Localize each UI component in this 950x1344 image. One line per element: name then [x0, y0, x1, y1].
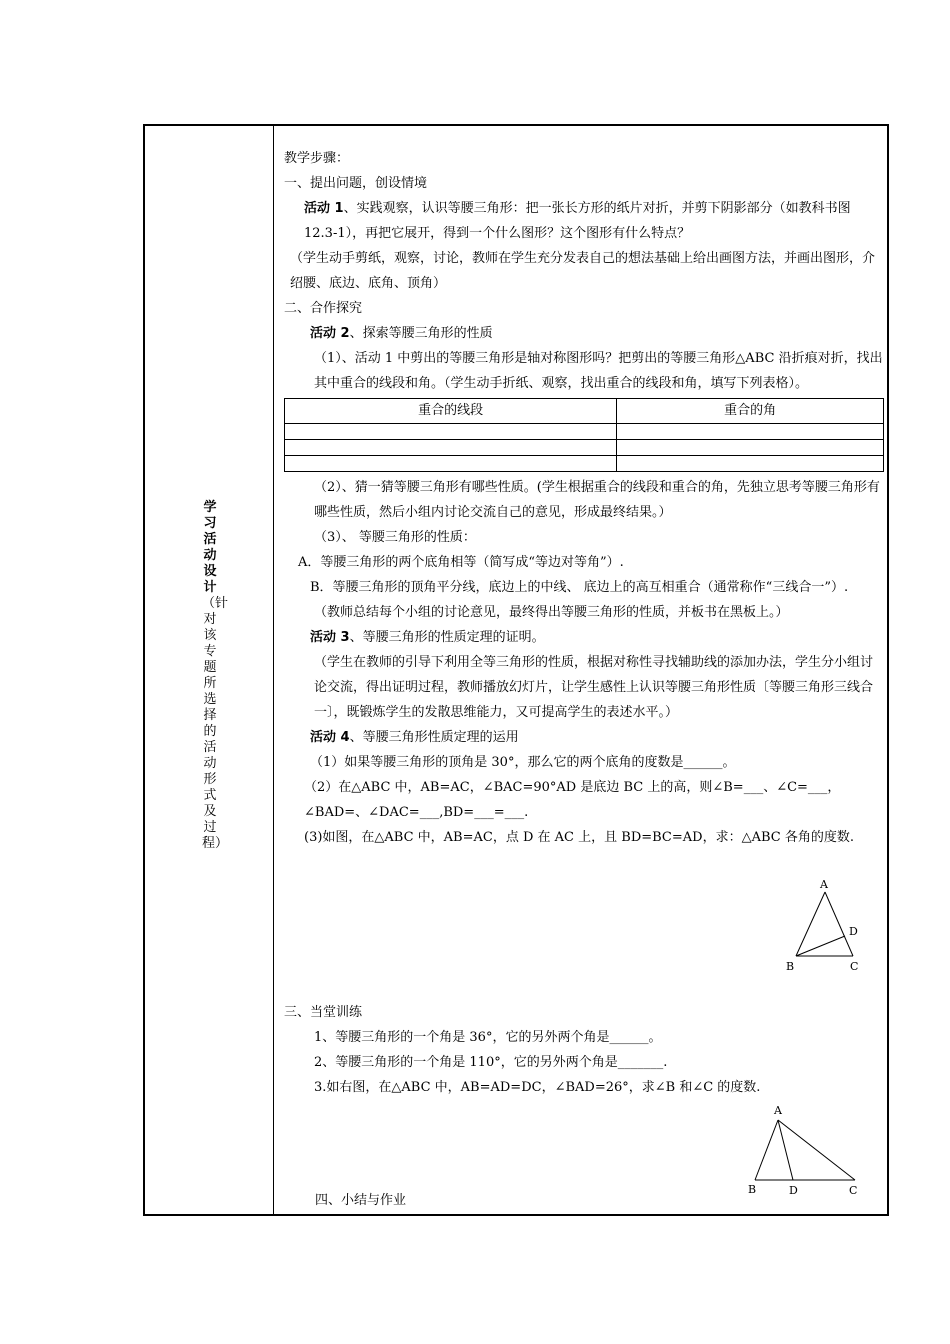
activity-2 — [284, 321, 884, 346]
fig1-label-d: D — [849, 925, 858, 938]
activity-3-note: （学生在教师的引导下利用全等三角形的性质，根据对称性寻找辅助线的添加办法，学生分小组讨论交流，得出证明过程，教师播放幻灯片，让学生感性上认识等腰三角形性质〔等腰三角形三线合一〕，既锻炼学生的发散思维能力，又可提高学生的表述水平。） — [314, 655, 874, 720]
section-1-title: 一、提出问题，创设情境 — [284, 176, 428, 191]
fig1-label-a: A — [820, 878, 828, 891]
activity-4-q1: （1）如果等腰三角形的顶角是 30°，那么它的两个底角的度数是______。 — [310, 755, 736, 770]
fig2-label-b: B — [748, 1183, 757, 1196]
activity-2-p1: （1）、活动 1 中剪出的等腰三角形是轴对称图形吗？把剪出的等腰三角形△ABC 沿折痕对折，找出其中重合的线段和角。（学生动手折纸、观察，找出重合的线段和角，填写下列表格）。 — [314, 351, 883, 391]
triangle-figure-1 — [782, 878, 862, 978]
overlap-table-cell[interactable] — [617, 424, 884, 440]
overlap-table-cell[interactable] — [285, 440, 617, 456]
training-2: 2、等腰三角形的一个角是 110°，它的另外两个角是_______. — [314, 1055, 668, 1070]
section-4-title: 四、小结与作业 — [315, 1193, 407, 1208]
side-label-normal: （针对该专题所选择的活动形式及过程） — [202, 596, 229, 851]
steps-title: 教学步骤： — [284, 151, 350, 166]
overlap-table-cell[interactable] — [285, 424, 617, 440]
activity-2-note: （教师总结每个小组的讨论意见，最终得出等腰三角形的性质，并板书在黑板上。） — [314, 605, 789, 620]
fig2-label-a: A — [774, 1104, 782, 1117]
fig1-label-b: B — [786, 960, 795, 973]
training-1: 1、等腰三角形的一个角是 36°，它的另外两个角是______。 — [314, 1030, 662, 1045]
activity-1 — [284, 196, 884, 246]
fig2-segment-ad — [778, 1120, 793, 1180]
activity-4 — [284, 725, 884, 750]
property-b: B．等腰三角形的顶角平分线，底边上的中线、 底边上的高互相重合（通常称作“三线合一”）. — [310, 580, 849, 595]
side-label-cell — [145, 126, 274, 1214]
training-3: 3.如右图，在△ABC 中，AB=AD=DC，∠BAD=26°，求∠B 和∠C 的度数. — [314, 1080, 761, 1095]
overlap-table-cell[interactable] — [617, 456, 884, 472]
activity-4-q2: （2）在△ABC 中，AB=AC，∠BAC=90°AD 是底边 BC 上的高，则∠B=___、∠C=___，∠BAD=、∠DAC=___,BD=___=___. — [304, 780, 841, 820]
section-2-title: 二、合作探究 — [284, 301, 363, 316]
section-3-title: 三、当堂训练 — [284, 1005, 363, 1020]
activity-1-text: 、实践观察，认识等腰三角形：把一张长方形的纸片对折，并剪下阴影部分（如教科书图 12.3-1），再把它展开，得到一个什么图形？这个图形有什么特点？ — [304, 201, 851, 241]
property-a: A．等腰三角形的两个底角相等（简写成“等边对等角”）. — [298, 555, 624, 570]
fig2-label-d: D — [789, 1184, 798, 1197]
lesson-table — [143, 124, 889, 1216]
triangle-figure-2 — [743, 1102, 868, 1202]
fig1-label-c: C — [850, 960, 859, 973]
activity-2-p3: （3）、 等腰三角形的性质： — [314, 530, 476, 545]
side-label-bold: 学习活动设计 — [203, 500, 217, 595]
activity-4-q3: (3)如图，在△ABC 中，AB=AC，点 D 在 AC 上，且 BD=BC=AD，求：△ABC 各角的度数. — [304, 830, 854, 845]
fig2-side-ac — [778, 1120, 855, 1180]
activity-2-p2: （2）、猜一猜等腰三角形有哪些性质。(学生根据重合的线段和重合的角，先独立思考等腰三角形有哪些性质，然后小组内讨论交流自己的意见，形成最终结果。） — [314, 480, 880, 520]
overlap-table — [284, 398, 884, 472]
activity-1-label: 活动 1 — [304, 201, 344, 216]
activity-1-note: （学生动手剪纸，观察，讨论，教师在学生充分发表自己的想法基础上给出画图方法，并画出图形，介绍腰、底边、底角、顶角） — [290, 251, 876, 291]
overlap-table-cell[interactable] — [617, 440, 884, 456]
fig2-label-c: C — [849, 1184, 858, 1197]
overlap-table-header-angles: 重合的角 — [617, 399, 884, 424]
side-label — [202, 500, 229, 852]
overlap-table-header-segments: 重合的线段 — [285, 399, 617, 424]
activity-4-label: 活动 4 — [310, 730, 350, 745]
activity-4-text: 、等腰三角形性质定理的运用 — [349, 730, 519, 745]
activity-3 — [284, 625, 884, 650]
activity-3-label: 活动 3 — [310, 630, 350, 645]
fig1-side-ac — [825, 892, 853, 956]
activity-3-text: 、等腰三角形的性质定理的证明。 — [349, 630, 545, 645]
activity-2-label: 活动 2 — [310, 326, 350, 341]
fig2-side-ab — [755, 1120, 778, 1180]
overlap-table-cell[interactable] — [285, 456, 617, 472]
activity-2-text: 、探索等腰三角形的性质 — [349, 326, 493, 341]
